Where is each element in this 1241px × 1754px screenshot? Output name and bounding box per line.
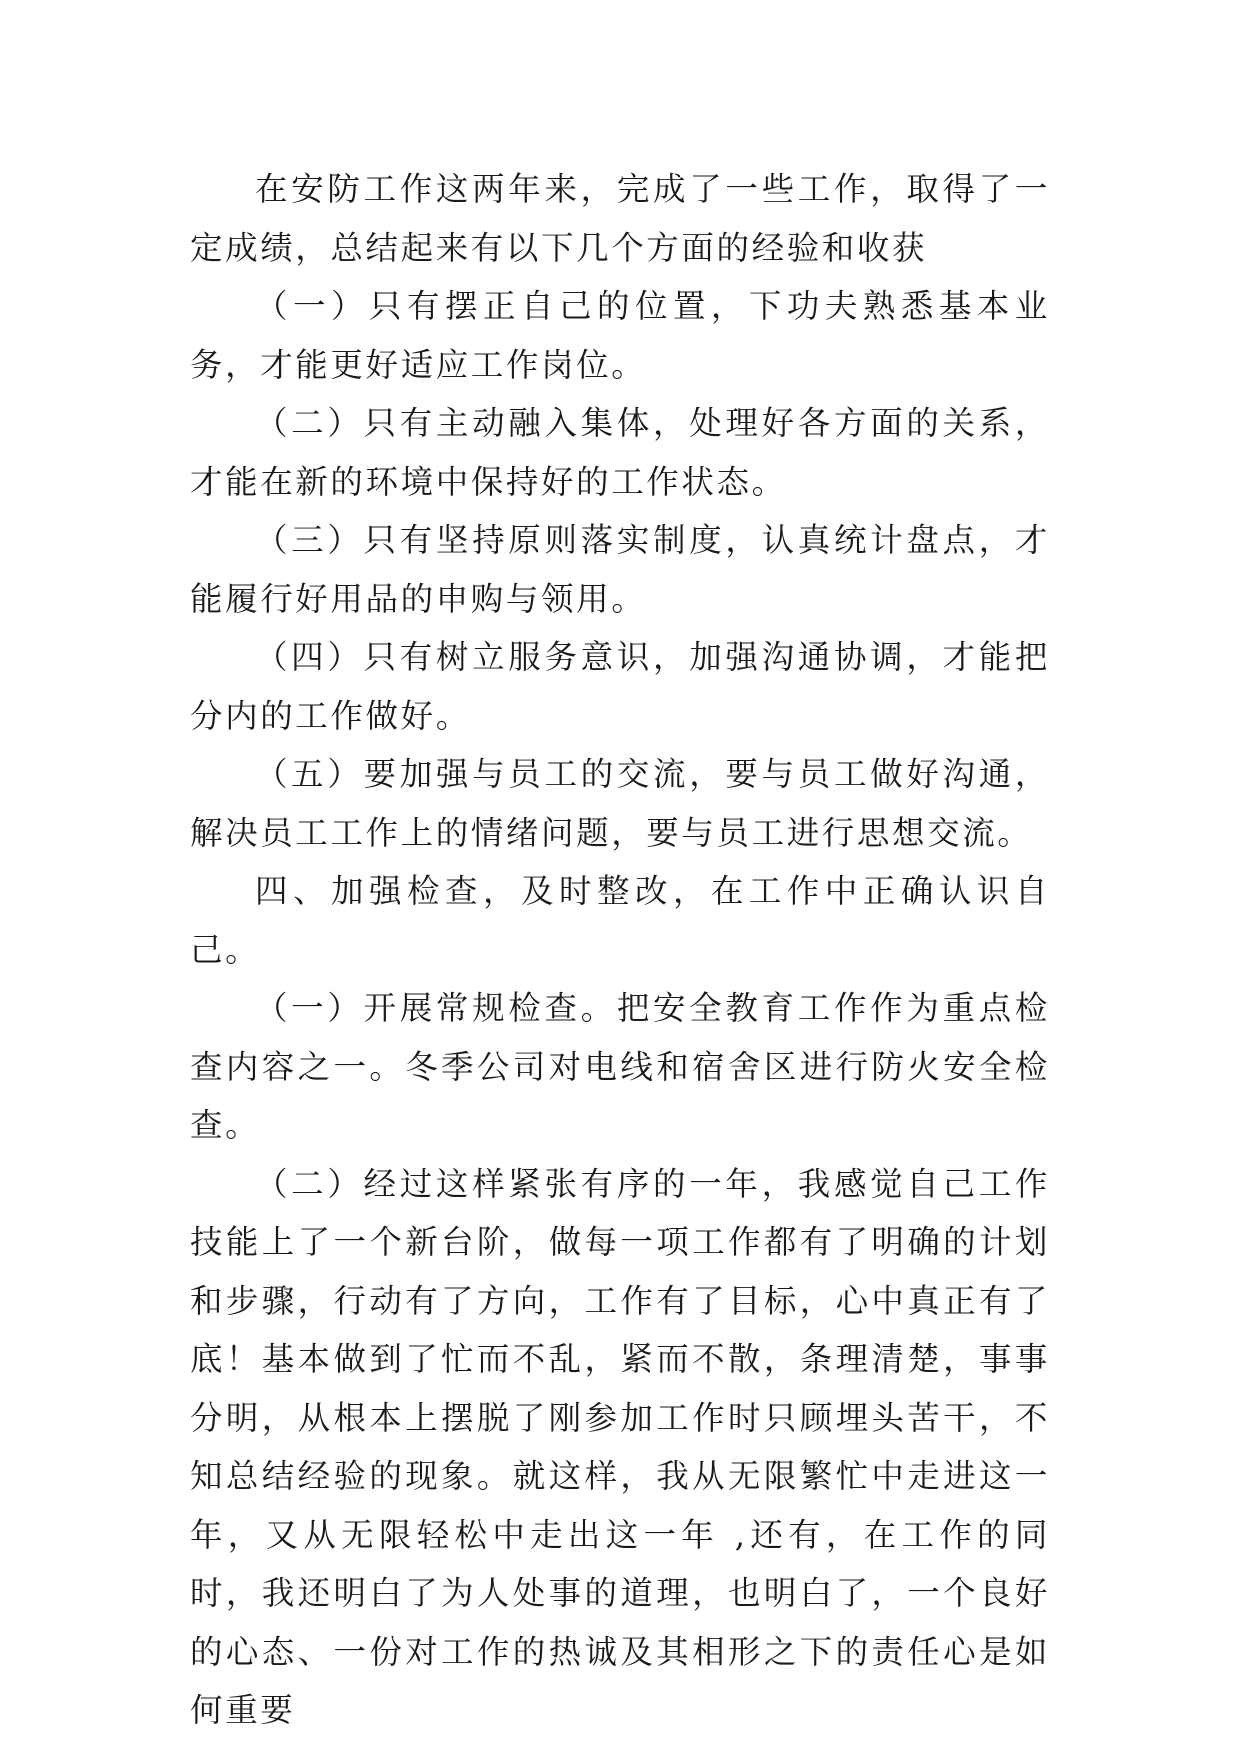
paragraph: （一）只有摆正自己的位置，下功夫熟悉基本业务，才能更好适应工作岗位。 [190, 287, 1050, 384]
paragraph: （一）开展常规检查。把安全教育工作作为重点检查内容之一。冬季公司对电线和宿舍区进行防火安全检查。 [190, 989, 1050, 1144]
paragraph: 四、加强检查，及时整改，在工作中正确认识自己。 [190, 872, 1050, 969]
document-body [190, 160, 1050, 1740]
paragraph: （三）只有坚持原则落实制度，认真统计盘点，才能履行好用品的申购与领用。 [190, 521, 1050, 618]
paragraph: （四）只有树立服务意识，加强沟通协调，才能把分内的工作做好。 [190, 638, 1050, 735]
paragraph: 在安防工作这两年来，完成了一些工作，取得了一定成绩，总结起来有以下几个方面的经验和收获 [190, 170, 1050, 267]
paragraph: （二）只有主动融入集体，处理好各方面的关系，才能在新的环境中保持好的工作状态。 [190, 404, 1050, 501]
paragraph: （二）经过这样紧张有序的一年，我感觉自己工作技能上了一个新台阶，做每一项工作都有了明确的计划和步骤，行动有了方向，工作有了目标，心中真正有了底！基本做到了忙而不乱，紧而不散，条理清楚，事事分明，从根本上摆脱了刚参加工作时只顾埋头苦干，不知总结经验的现象。就这样，我从无限繁忙中走进这一年，又从无限轻松中走出这一年 ,还有，在工作的同时，我还明白了为人处事的道理，也明白了，一个良好的心态、一份对工作的热诚及其相形之下的责任心是如何重要 [190, 1164, 1050, 1729]
paragraph: （五）要加强与员工的交流，要与员工做好沟通，解决员工工作上的情绪问题，要与员工进行思想交流。 [190, 755, 1050, 852]
